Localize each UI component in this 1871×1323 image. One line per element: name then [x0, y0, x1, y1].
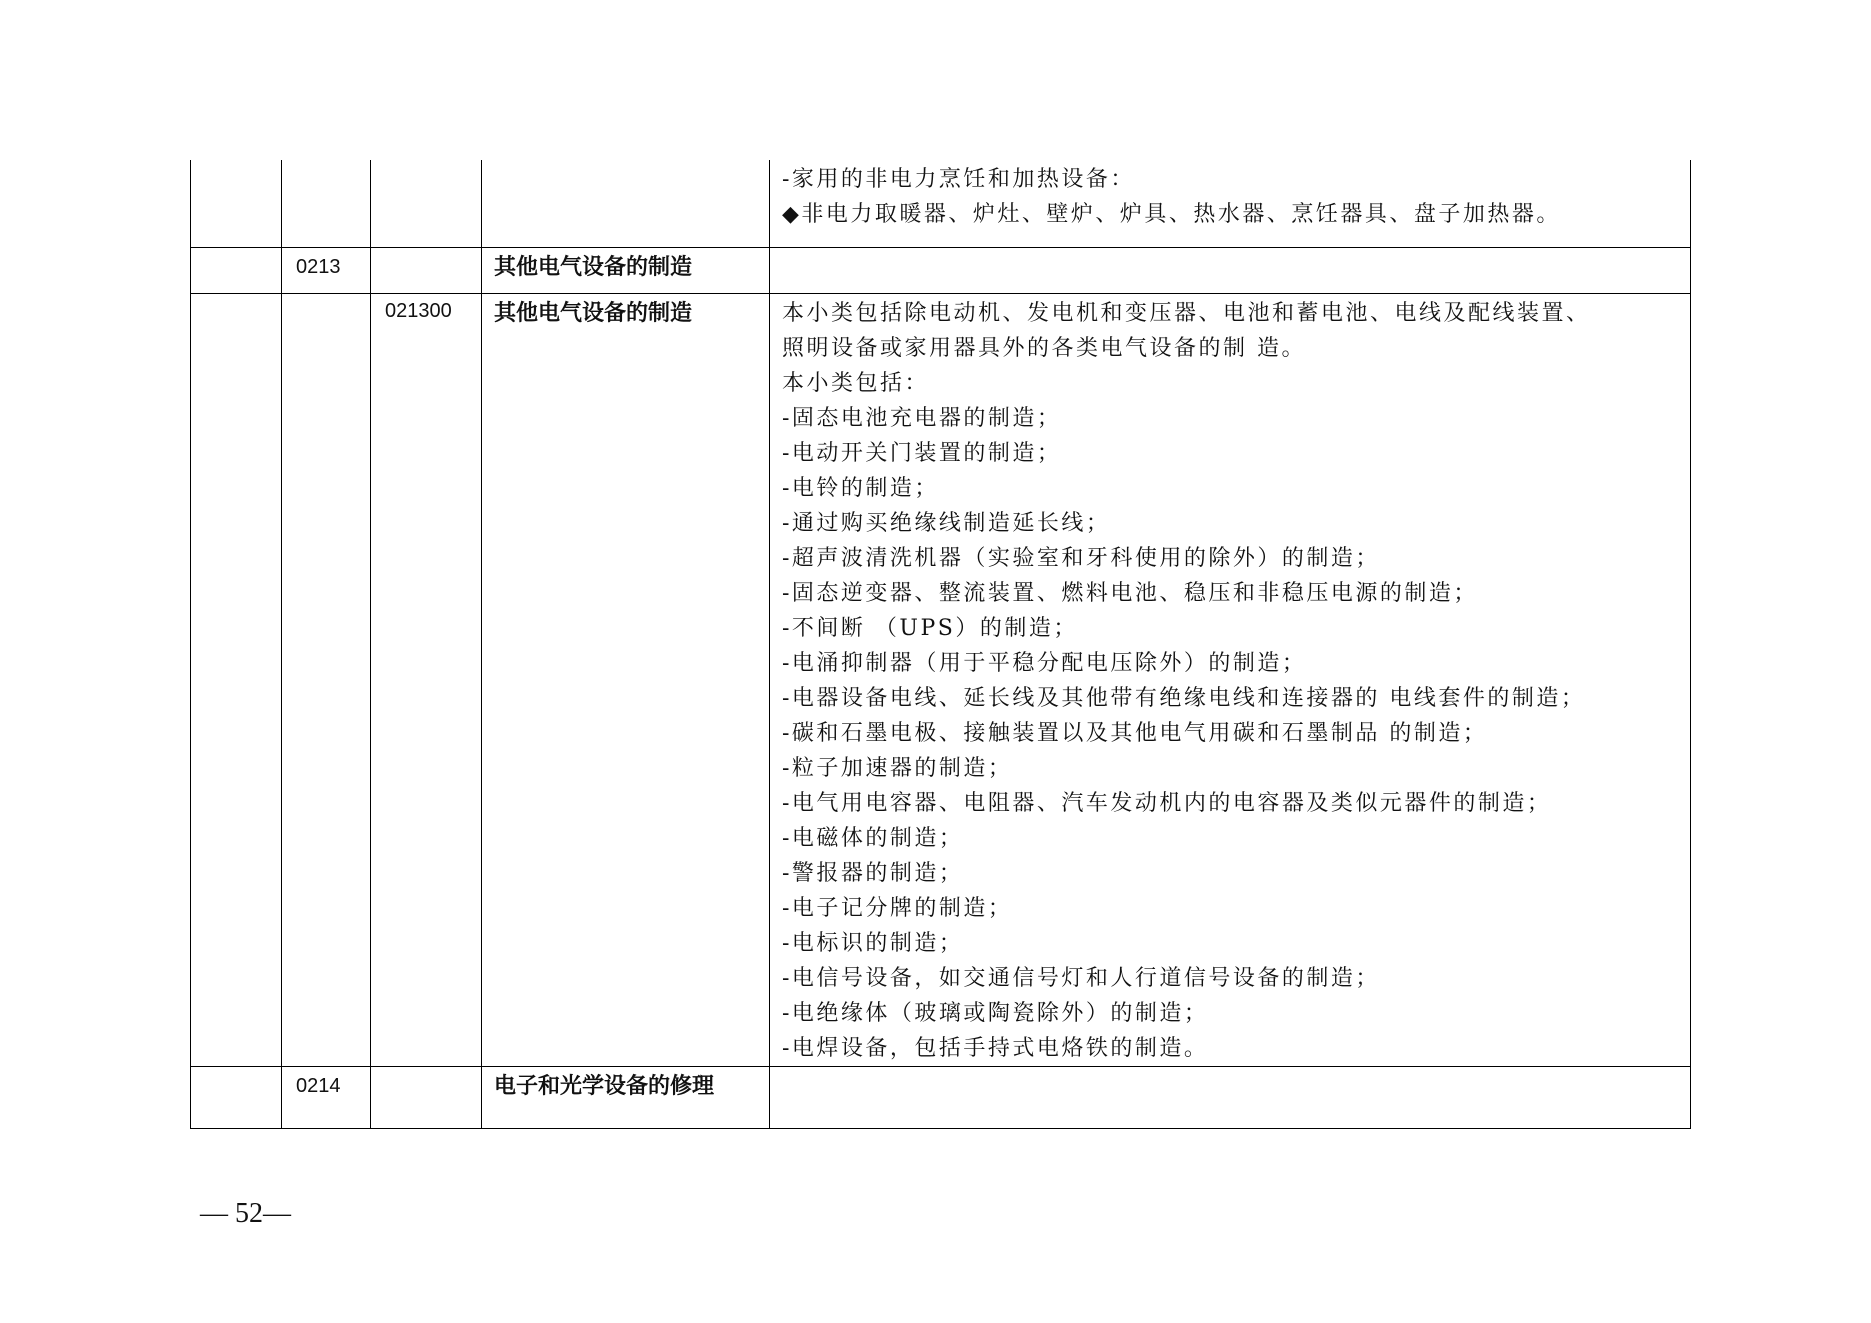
description-cell — [770, 247, 1691, 293]
description-line: -电气用电容器、电阻器、汽车发动机内的电容器及类似元器件的制造； — [782, 790, 1552, 816]
description-cell — [770, 1066, 1691, 1128]
blank-cell — [191, 1066, 282, 1128]
description-line: -不间断 （UPS）的制造； — [782, 615, 1078, 641]
description-line: -电磁体的制造； — [782, 825, 964, 851]
class-code-cell — [371, 1066, 482, 1128]
description-line: -固态逆变器、整流装置、燃料电池、稳压和非稳压电源的制造； — [782, 580, 1478, 606]
description-line: 本小类包括除电动机、发电机和变压器、电池和蓄电池、电线及配线装置、 — [782, 300, 1591, 326]
description-line: -超声波清洗机器（实验室和牙科使用的除外）的制造； — [782, 545, 1380, 571]
description-line: -电信号设备，如交通信号灯和人行道信号设备的制造； — [782, 965, 1380, 991]
classification-table — [190, 160, 1691, 1129]
description-line: 本小类包括： — [782, 370, 930, 396]
blank-cell — [191, 293, 282, 1066]
description-line: -警报器的制造； — [782, 860, 964, 886]
description-line: -电绝缘体（玻璃或陶瓷除外）的制造； — [782, 1000, 1209, 1026]
group-code-cell: 0213 — [282, 247, 371, 293]
table-row — [191, 293, 1691, 1066]
description-line: -通过购买绝缘线制造延长线； — [782, 510, 1111, 536]
description-line: -电焊设备，包括手持式电烙铁的制造。 — [782, 1035, 1209, 1061]
description-line: ◆非电力取暖器、炉灶、壁炉、炉具、热水器、烹饪器具、盘子加热器。 — [782, 202, 1561, 227]
description-line: -电动开关门装置的制造； — [782, 440, 1062, 466]
blank-cell — [191, 160, 282, 247]
category-name-cell: 其他电气设备的制造 — [482, 247, 770, 293]
class-code-cell: 021300 — [371, 293, 482, 1066]
page-number: — 52— — [200, 1198, 291, 1229]
description-line: -家用的非电力烹饪和加热设备： — [782, 167, 1135, 192]
class-code-cell — [371, 160, 482, 247]
table-row — [191, 1066, 1691, 1128]
description-cell — [770, 160, 1691, 247]
description-line: -电子记分牌的制造； — [782, 895, 1013, 921]
group-code-cell: 0214 — [282, 1066, 371, 1128]
description-cell — [770, 293, 1691, 1066]
description-line: -电铃的制造； — [782, 475, 939, 501]
table-row — [191, 247, 1691, 293]
group-code-cell — [282, 160, 371, 247]
description-line: -固态电池充电器的制造； — [782, 405, 1062, 431]
description-line: -电器设备电线、延长线及其他带有绝缘电线和连接器的 电线套件的制造； — [782, 685, 1586, 711]
blank-cell — [191, 247, 282, 293]
category-name-cell — [482, 160, 770, 247]
class-code-cell — [371, 247, 482, 293]
description-line: -电涌抑制器（用于平稳分配电压除外）的制造； — [782, 650, 1307, 676]
description-line: -碳和石墨电极、接触装置以及其他电气用碳和石墨制品 的制造； — [782, 720, 1488, 746]
description-line: 照明设备或家用器具外的各类电气设备的制 造。 — [782, 335, 1306, 361]
description-line: -电标识的制造； — [782, 930, 964, 956]
table-row — [191, 160, 1691, 247]
category-name-cell: 电子和光学设备的修理 — [482, 1066, 770, 1128]
group-code-cell — [282, 293, 371, 1066]
category-name-cell: 其他电气设备的制造 — [482, 293, 770, 1066]
description-line: -粒子加速器的制造； — [782, 755, 1013, 781]
